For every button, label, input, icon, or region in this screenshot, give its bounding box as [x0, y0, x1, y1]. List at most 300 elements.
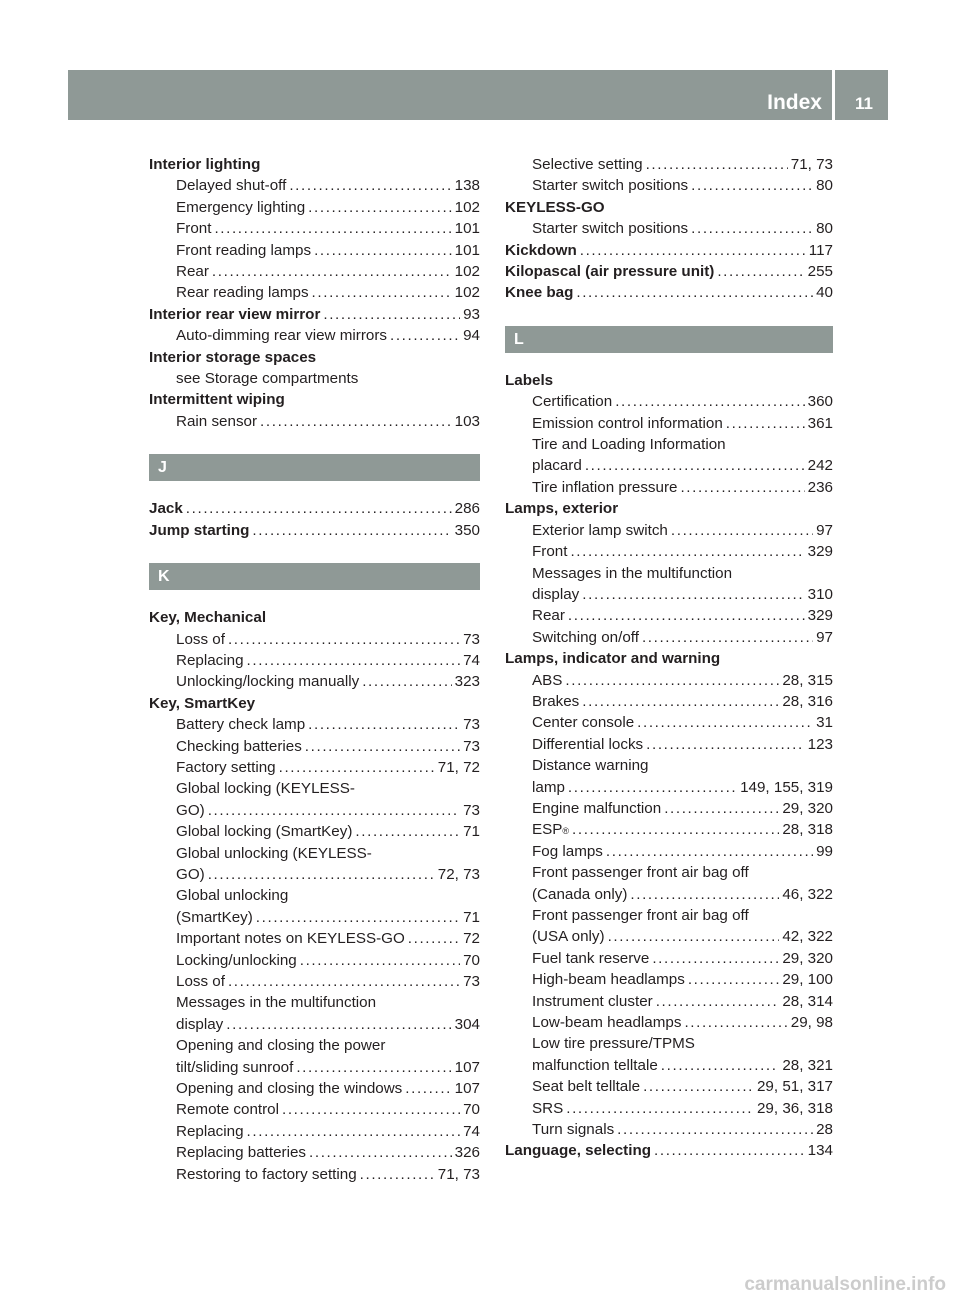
section-letter-k: K [149, 563, 480, 590]
index-subentry [505, 712, 833, 733]
section-letter-l: L [505, 326, 833, 353]
index-subentry [149, 1099, 480, 1120]
entry-label: Certification [532, 393, 613, 411]
index-subentry [149, 1057, 480, 1078]
entry-label: Lamps, exterior [505, 500, 619, 518]
entry-label: Rear reading lamps [176, 284, 309, 302]
entry-label: Low-beam headlamps [532, 1014, 682, 1032]
dot-leader [572, 819, 779, 840]
index-subentry [149, 218, 480, 239]
page-reference: 73 [463, 630, 480, 648]
entry-label: Rear [532, 607, 565, 625]
dot-leader [643, 1076, 754, 1097]
entry-label: Distance warning [532, 757, 649, 775]
dot-leader [405, 1078, 451, 1099]
page-reference: 123 [807, 735, 833, 753]
entry-label: Replacing [176, 651, 244, 669]
page-reference: 80 [816, 220, 833, 238]
page-reference: 94 [463, 327, 480, 345]
entry-label: placard [532, 457, 582, 475]
entry-label: Interior rear view mirror [149, 305, 321, 323]
index-subentry [149, 907, 480, 928]
entry-label: Instrument cluster [532, 992, 653, 1010]
entry-label: Tire inflation pressure [532, 478, 678, 496]
entry-label: Locking/unlocking [176, 951, 297, 969]
dot-leader [654, 1140, 805, 1161]
section-title: Index [767, 91, 822, 114]
index-subentry [149, 1164, 480, 1185]
page-reference: 29, 320 [782, 949, 833, 967]
entry-label: Jump starting [149, 521, 250, 539]
dot-leader [726, 413, 805, 434]
dot-leader [308, 197, 451, 218]
page-reference: 28, 315 [782, 671, 833, 689]
page-reference: 29, 36, 318 [756, 1099, 833, 1117]
dot-leader [314, 240, 452, 261]
dot-leader [688, 969, 780, 990]
dot-leader [566, 1098, 754, 1119]
entry-label: Interior storage spaces [149, 348, 317, 366]
entry-label: Fog lamps [532, 842, 603, 860]
entry-label: (SmartKey) [176, 908, 253, 926]
entry-label: Loss of [176, 630, 225, 648]
dot-leader [652, 948, 779, 969]
page-reference: 72, 73 [437, 865, 480, 883]
dot-leader [646, 734, 805, 755]
index-subentry [149, 1035, 480, 1056]
entry-label: Unlocking/locking manually [176, 673, 360, 691]
page-reference: 29, 320 [782, 799, 833, 817]
entry-label: Global unlocking (KEYLESS- [176, 844, 372, 862]
dot-leader [582, 584, 804, 605]
dot-leader [228, 971, 460, 992]
dot-leader [408, 928, 460, 949]
entry-label: Delayed shut-off [176, 177, 287, 195]
page-reference: 80 [816, 177, 833, 195]
dot-leader [580, 240, 806, 261]
index-subentry [149, 368, 480, 389]
page-reference: 28, 318 [782, 821, 833, 839]
index-subentry [505, 520, 833, 541]
index-subentry [505, 948, 833, 969]
entry-label: Switching on/off [532, 628, 639, 646]
entry-label: Global locking (SmartKey) [176, 823, 353, 841]
index-entry [149, 498, 480, 519]
page-reference: 329 [807, 543, 833, 561]
dot-leader [309, 1142, 452, 1163]
entry-label: Differential locks [532, 735, 644, 753]
entry-label: display [532, 585, 580, 603]
page-reference: 29, 100 [782, 971, 833, 989]
page-reference: 28, 314 [782, 992, 833, 1010]
index-subentry [505, 755, 833, 776]
entry-label: Emergency lighting [176, 198, 306, 216]
index-subentry [149, 885, 480, 906]
entry-label: Brakes [532, 692, 580, 710]
dot-leader [390, 325, 460, 346]
entry-label: Replacing [176, 1122, 244, 1140]
page-reference: 101 [454, 241, 480, 259]
index-subentry [149, 950, 480, 971]
dot-leader [226, 1014, 451, 1035]
page-reference: 40 [816, 284, 833, 302]
index-subentry [149, 757, 480, 778]
page-header [68, 70, 888, 120]
index-subentry [505, 605, 833, 626]
page-reference: 70 [463, 951, 480, 969]
dot-leader [260, 411, 452, 432]
entry-label: Emission control information [532, 414, 723, 432]
index-entry [149, 693, 480, 714]
page-reference: 72 [463, 930, 480, 948]
dot-leader [212, 261, 452, 282]
entry-label: Rear [176, 263, 209, 281]
entry-label: GO) [176, 801, 205, 819]
dot-leader [300, 950, 460, 971]
page-reference: 329 [807, 607, 833, 625]
entry-label: (USA only) [532, 928, 605, 946]
page-reference: 255 [807, 263, 833, 281]
dot-leader [256, 907, 460, 928]
dot-leader [630, 884, 779, 905]
entry-label: malfunction telltale [532, 1056, 658, 1074]
dot-leader [208, 864, 435, 885]
index-entry [149, 607, 480, 628]
index-subentry [505, 1098, 833, 1119]
entry-label: Restoring to factory setting [176, 1165, 357, 1183]
index-subentry [505, 1055, 833, 1076]
entry-label: Replacing batteries [176, 1144, 307, 1162]
page-reference: 304 [454, 1015, 480, 1033]
dot-leader [606, 841, 813, 862]
index-subentry [149, 650, 480, 671]
index-entry [149, 520, 480, 541]
page-reference: 93 [463, 305, 480, 323]
entry-label: Starter switch positions [532, 177, 689, 195]
index-subentry [505, 905, 833, 926]
index-entry [505, 282, 833, 303]
index-subentry [149, 1078, 480, 1099]
page-reference: 138 [454, 177, 480, 195]
index-subentry [149, 175, 480, 196]
dot-leader [565, 670, 779, 691]
dot-leader [642, 627, 813, 648]
dot-leader [608, 926, 780, 947]
page-reference: 134 [807, 1142, 833, 1160]
page-reference: 71 [463, 908, 480, 926]
index-entry [149, 347, 480, 368]
index-subentry [505, 563, 833, 584]
page-reference: 73 [463, 973, 480, 990]
dot-leader [228, 629, 460, 650]
index-subentry [149, 736, 480, 757]
dot-leader [576, 282, 813, 303]
page-reference: 102 [454, 198, 480, 216]
dot-leader [208, 800, 460, 821]
index-subentry [149, 928, 480, 949]
index-subentry [505, 477, 833, 498]
index-entry [149, 304, 480, 325]
index-subentry [149, 197, 480, 218]
header-divider [832, 70, 835, 120]
index-subentry [505, 841, 833, 862]
entry-label: GO) [176, 865, 205, 883]
entry-label: Fuel tank reserve [532, 949, 650, 967]
index-subentry [505, 627, 833, 648]
entry-label: Factory setting [176, 758, 276, 776]
watermark: carmanualsonline.info [744, 1274, 946, 1295]
page-reference: 71, 73 [790, 156, 833, 173]
index-subentry [149, 411, 480, 432]
index-subentry: ESP ® . . . 28, 318 [505, 819, 833, 840]
index-subentry [505, 926, 833, 947]
index-subentry [505, 175, 833, 196]
entry-label: Global locking (KEYLESS- [176, 780, 355, 798]
index-subentry [505, 969, 833, 990]
entry-label: Kilopascal (air pressure unit) [505, 263, 715, 281]
page-reference: 107 [454, 1058, 480, 1076]
index-subentry [149, 971, 480, 992]
page-reference: 117 [808, 241, 833, 259]
entry-label: Exterior lamp switch [532, 521, 668, 539]
page-reference: 29, 51, 317 [756, 1078, 833, 1096]
dot-leader [252, 520, 451, 541]
index-subentry [149, 325, 480, 346]
index-entry [505, 498, 833, 519]
entry-label: see Storage compartments [176, 370, 359, 388]
entry-label: KEYLESS-GO [505, 198, 605, 216]
entry-label: Center console [532, 714, 635, 732]
dot-leader [717, 261, 804, 282]
index-subentry [149, 1142, 480, 1163]
entry-label: (Canada only) [532, 885, 628, 903]
page-reference: 28 [816, 1121, 833, 1139]
index-entry [149, 389, 480, 410]
index-subentry [505, 691, 833, 712]
dot-leader [615, 391, 804, 412]
index-subentry [149, 864, 480, 885]
dot-leader [279, 757, 435, 778]
page-reference: 29, 98 [790, 1014, 833, 1032]
index-subentry [149, 240, 480, 261]
index-subentry [505, 862, 833, 883]
index-subentry [505, 391, 833, 412]
entry-label: Loss of [176, 973, 225, 990]
dot-leader [568, 777, 737, 798]
index-subentry [149, 821, 480, 842]
dot-leader [661, 1055, 780, 1076]
entry-label: Front [176, 220, 212, 238]
dot-leader [355, 821, 460, 842]
section-letter-j: J [149, 454, 480, 481]
page-reference: 71, 73 [437, 1165, 480, 1183]
index-entry [505, 370, 833, 391]
page-reference: 73 [463, 716, 480, 734]
entry-label: Messages in the multifunction [532, 564, 733, 582]
entry-label: Messages in the multifunction [176, 994, 377, 1012]
index-entry [505, 648, 833, 669]
entry-label: Selective setting [532, 156, 643, 173]
entry-label: Front reading lamps [176, 241, 312, 259]
page-reference: 286 [454, 500, 480, 518]
page-reference: 70 [463, 1101, 480, 1119]
dot-leader [664, 798, 779, 819]
index-subentry [149, 282, 480, 303]
index-subentry [505, 798, 833, 819]
index-entry [505, 240, 833, 261]
dot-leader [289, 175, 451, 196]
entry-label: SRS [532, 1099, 564, 1117]
index-subentry [149, 1014, 480, 1035]
dot-leader [570, 541, 804, 562]
page-reference: 97 [816, 521, 833, 539]
dot-leader [585, 455, 805, 476]
dot-leader [691, 175, 813, 196]
page-number: 11 [855, 94, 873, 113]
dot-leader [312, 282, 452, 303]
index-subentry [149, 800, 480, 821]
page-reference: 323 [454, 673, 480, 691]
entry-label: Language, selecting [505, 1142, 652, 1160]
entry-label: Remote control [176, 1101, 279, 1119]
index-subentry [505, 991, 833, 1012]
entry-label: display [176, 1015, 224, 1033]
entry-label: Lamps, indicator and warning [505, 650, 721, 668]
page-reference: 326 [454, 1144, 480, 1162]
dot-leader [282, 1099, 460, 1120]
page-reference: 71, 72 [437, 758, 480, 776]
entry-label: Checking batteries [176, 737, 302, 755]
page-reference: 73 [463, 737, 480, 755]
entry-label: Front [532, 543, 568, 561]
index-subentry [505, 584, 833, 605]
entry-label: Starter switch positions [532, 220, 689, 238]
dot-leader [247, 1121, 461, 1142]
index-subentry [505, 777, 833, 798]
dot-leader [323, 304, 460, 325]
page-reference: 97 [816, 628, 833, 646]
dot-leader [360, 1164, 435, 1185]
page-reference: 102 [454, 263, 480, 281]
index-subentry [505, 218, 833, 239]
dot-leader [684, 1012, 787, 1033]
entry-label: Auto-dimming rear view mirrors [176, 327, 387, 345]
index-column-right [505, 154, 833, 1162]
entry-label: Labels [505, 371, 554, 389]
entry-label: High-beam headlamps [532, 971, 685, 989]
dot-leader [186, 498, 452, 519]
entry-label: Key, SmartKey [149, 694, 256, 712]
index-subentry [149, 1121, 480, 1142]
page-reference: 236 [807, 478, 833, 496]
entry-label: Kickdown [505, 241, 577, 259]
page-reference: 350 [454, 521, 480, 539]
page-reference: 360 [807, 393, 833, 411]
page-reference: 107 [454, 1080, 480, 1098]
entry-label: ESP [532, 821, 563, 839]
page-reference: 310 [807, 585, 833, 603]
page-reference: 42, 322 [782, 928, 833, 946]
index-column-left [149, 154, 480, 1185]
page-reference: 242 [807, 457, 833, 475]
page-reference: 149, 155, 319 [740, 778, 833, 796]
entry-label: ABS [532, 671, 563, 689]
entry-label: Tire and Loading Information [532, 436, 726, 454]
index-subentry [505, 1033, 833, 1054]
dot-leader [691, 218, 813, 239]
dot-leader [214, 218, 451, 239]
entry-label: Global unlocking [176, 887, 289, 905]
index-subentry [505, 541, 833, 562]
entry-label: Knee bag [505, 284, 574, 302]
index-subentry [149, 714, 480, 735]
page-reference: 101 [454, 220, 480, 238]
entry-label: Jack [149, 500, 183, 518]
entry-label: Opening and closing the windows [176, 1080, 403, 1098]
page-reference: 361 [807, 414, 833, 432]
page-reference: 73 [463, 801, 480, 819]
entry-label: Key, Mechanical [149, 609, 267, 627]
entry-label: tilt/sliding sunroof [176, 1058, 294, 1076]
page-reference: 28, 321 [782, 1056, 833, 1074]
entry-label: Important notes on KEYLESS-GO [176, 930, 405, 948]
dot-leader [362, 671, 451, 692]
index-subentry [505, 884, 833, 905]
dot-leader [582, 691, 779, 712]
dot-leader [308, 714, 460, 735]
index-subentry [149, 778, 480, 799]
entry-label: Rain sensor [176, 412, 258, 430]
dot-leader [296, 1057, 451, 1078]
dot-leader [568, 605, 805, 626]
page-reference: 31 [816, 714, 833, 732]
entry-label: Front passenger front air bag off [532, 864, 749, 882]
index-subentry [505, 1012, 833, 1033]
index-subentry [505, 413, 833, 434]
index-entry [149, 154, 480, 175]
index-subentry [149, 992, 480, 1013]
dot-leader [671, 520, 813, 541]
entry-label: Front passenger front air bag off [532, 907, 749, 924]
entry-label: Turn signals [532, 1121, 615, 1139]
entry-label: Interior lighting [149, 156, 261, 173]
index-subentry [505, 154, 833, 175]
page-reference: 71 [463, 823, 480, 841]
dot-leader [637, 712, 813, 733]
index-entry [505, 197, 833, 218]
entry-label: Low tire pressure/TPMS [532, 1035, 695, 1053]
entry-label: Battery check lamp [176, 716, 306, 734]
page-reference: 28, 316 [782, 692, 833, 710]
page-reference: 103 [454, 412, 480, 430]
page-reference: 74 [463, 651, 480, 669]
entry-label: lamp [532, 778, 565, 796]
dot-leader [680, 477, 804, 498]
index-subentry [505, 1076, 833, 1097]
dot-leader [656, 991, 780, 1012]
page-reference: 102 [454, 284, 480, 302]
index-subentry [149, 671, 480, 692]
entry-label: Intermittent wiping [149, 391, 285, 409]
index-subentry [149, 629, 480, 650]
index-subentry [505, 1119, 833, 1140]
index-entry [505, 261, 833, 282]
index-subentry [505, 455, 833, 476]
dot-leader [646, 154, 788, 175]
index-entry [505, 1140, 833, 1161]
entry-label: Engine malfunction [532, 799, 662, 817]
page-reference: 46, 322 [782, 885, 833, 903]
